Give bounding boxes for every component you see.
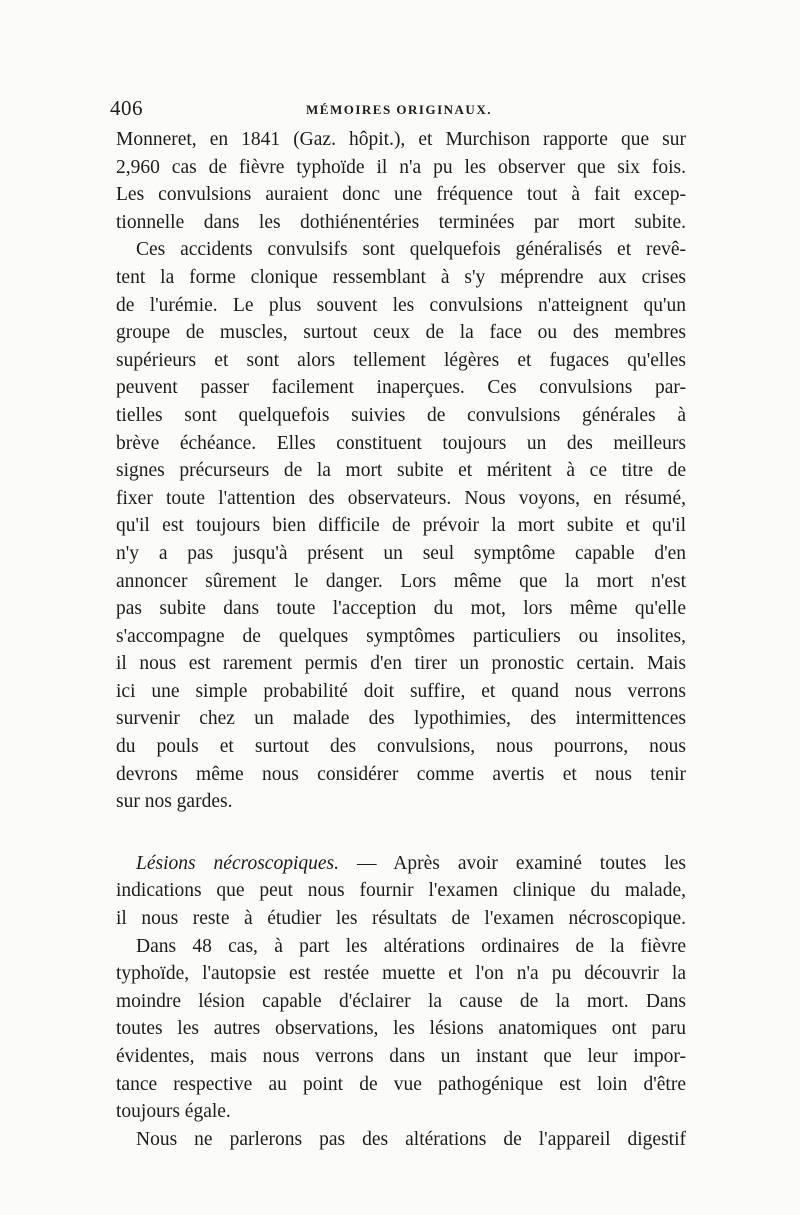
text-line: brève échéance. Elles constituent toujours un des meilleurs bbox=[116, 432, 686, 454]
text-line: Nous ne parlerons pas des altérations de l'appareil digestif bbox=[136, 1128, 686, 1150]
text-line: Monneret, en 1841 (Gaz. hôpit.), et Murchison rapporte que sur bbox=[116, 129, 686, 150]
text-line: supérieurs et sont alors tellement légères et fugaces qu'elles bbox=[116, 349, 686, 371]
text-line: ici une simple probabilité doit suffire, et quand nous verrons bbox=[116, 680, 686, 702]
text-line: indications que peut nous fournir l'examen clinique du malade, bbox=[116, 880, 686, 902]
paragraph-3 bbox=[116, 850, 686, 933]
page-number: 406 bbox=[110, 96, 143, 120]
running-head bbox=[110, 96, 686, 122]
text-line: il nous reste à étudier les résultats de l'examen nécroscopique. bbox=[116, 908, 686, 930]
text-line: tent la forme clonique ressemblant à s'y méprendre aux crises bbox=[116, 266, 686, 288]
text-line: 2,960 cas de fièvre typhoïde il n'a pu les observer que six fois. bbox=[116, 156, 686, 178]
text-line: tionnelle dans les dothiénentéries terminées par mort subite. bbox=[116, 211, 686, 233]
text-line: évidentes, mais nous verrons dans un instant que leur impor- bbox=[116, 1046, 686, 1067]
text-line: tielles sont quelquefois suivies de convulsions générales à bbox=[116, 404, 686, 426]
text-line: de l'urémie. Le plus souvent les convulsions n'atteignent qu'un bbox=[116, 294, 686, 316]
text-line: toujours égale. bbox=[116, 1101, 231, 1123]
text-line: devrons même nous considérer comme avertis et nous tenir bbox=[116, 763, 686, 785]
text-line: tance respective au point de vue pathogénique est loin d'être bbox=[116, 1073, 686, 1095]
section-gap bbox=[116, 816, 686, 850]
book-page bbox=[110, 96, 686, 1153]
text-line: il nous est rarement permis d'en tirer un pronostic certain. Mais bbox=[116, 653, 686, 675]
text-line: toutes les autres observations, les lésions anatomiques ont paru bbox=[116, 1018, 686, 1040]
text-fragment: — Après avoir examiné toutes les bbox=[339, 852, 686, 874]
text-line: du pouls et surtout des convulsions, nous pourrons, nous bbox=[116, 736, 686, 758]
text-line: sur nos gardes. bbox=[116, 791, 233, 813]
text-line: Dans 48 cas, à part les altérations ordinaires de la fièvre bbox=[136, 935, 686, 957]
section-title: Lésions nécroscopiques. bbox=[136, 852, 339, 874]
text-line: n'y a pas jusqu'à présent un seul symptôme capable d'en bbox=[116, 542, 686, 564]
paragraph-2 bbox=[116, 236, 686, 815]
text-line: qu'il est toujours bien difficile de prévoir la mort subite et qu'il bbox=[116, 515, 686, 537]
text-line: s'accompagne de quelques symptômes particuliers ou insolites, bbox=[116, 625, 686, 647]
section-first-line bbox=[116, 850, 686, 878]
running-title: MÉMOIRES ORIGINAUX. bbox=[306, 102, 492, 117]
paragraph-1 bbox=[116, 126, 686, 236]
text-line: annoncer sûrement le danger. Lors même que la mort n'est bbox=[116, 570, 686, 592]
paragraph-5 bbox=[116, 1126, 686, 1154]
text-line: groupe de muscles, surtout ceux de la face ou des membres bbox=[116, 322, 686, 344]
text-line: survenir chez un malade des lypothimies, des intermittences bbox=[116, 708, 686, 730]
text-line: pas subite dans toute l'acception du mot, lors même qu'elle bbox=[116, 598, 686, 620]
text-line: signes précurseurs de la mort subite et méritent à ce titre de bbox=[116, 460, 686, 482]
text-line: Les convulsions auraient donc une fréquence tout à fait excep- bbox=[116, 184, 686, 206]
text-line: fixer toute l'attention des observateurs. Nous voyons, en résumé, bbox=[116, 487, 686, 509]
text-line: typhoïde, l'autopsie est restée muette et l'on n'a pu découvrir la bbox=[116, 963, 686, 985]
paragraph-4 bbox=[116, 933, 686, 1126]
text-line: Ces accidents convulsifs sont quelquefois généralisés et revê- bbox=[136, 239, 686, 261]
text-line: peuvent passer facilement inaperçues. Ces convulsions par- bbox=[116, 377, 686, 399]
text-line: moindre lésion capable d'éclairer la cause de la mort. Dans bbox=[116, 990, 686, 1012]
